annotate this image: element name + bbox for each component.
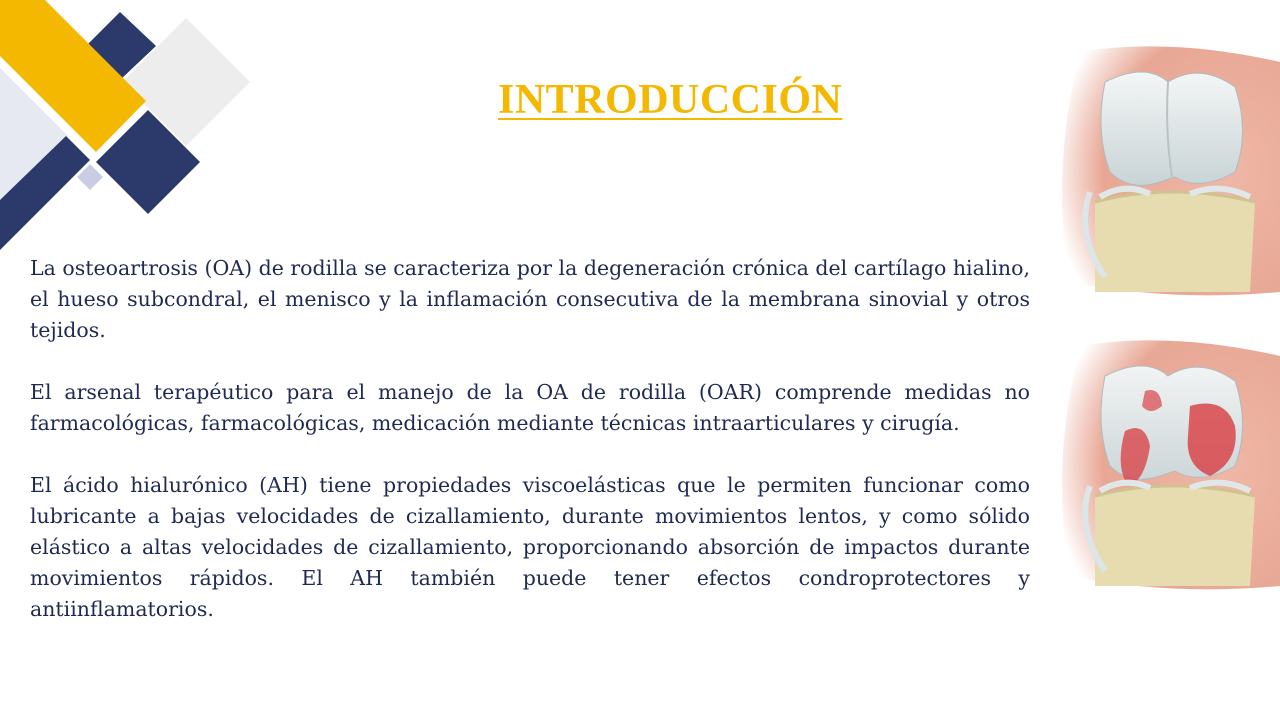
paragraph-treatment: El arsenal terapéutico para el manejo de la OA de rodilla (OAR) comprende medidas no farmacológicas, farmacológicas, medicación mediante técnicas intraarticulares y cirugía. xyxy=(30,380,1030,435)
slide-body xyxy=(30,253,1030,625)
decorative-shapes xyxy=(0,0,260,260)
healthy-knee-illustration xyxy=(1050,42,1280,297)
paragraph-hyaluronic-acid: El ácido hialurónico (AH) tiene propiedades viscoelásticas que le permiten funcionar como lubricante a bajas velocidades de cizallamiento, durante movimientos lentos, y como sólido elástico a altas velocidades de cizallamiento, proporcionando absorción de impactos durante movimientos rápidos. El AH también puede tener efectos condroprotectores y antiinflamatorios. xyxy=(30,473,1030,621)
paragraph-definition: La osteoartrosis (OA) de rodilla se caracteriza por la degeneración crónica del cartílago hialino, el hueso subcondral, el menisco y la inflamación consecutiva de la membrana sinovial y otros tejidos. xyxy=(30,256,1030,342)
osteoarthritis-knee-illustration xyxy=(1050,336,1280,591)
slide-title: INTRODUCCIÓN xyxy=(498,77,843,123)
